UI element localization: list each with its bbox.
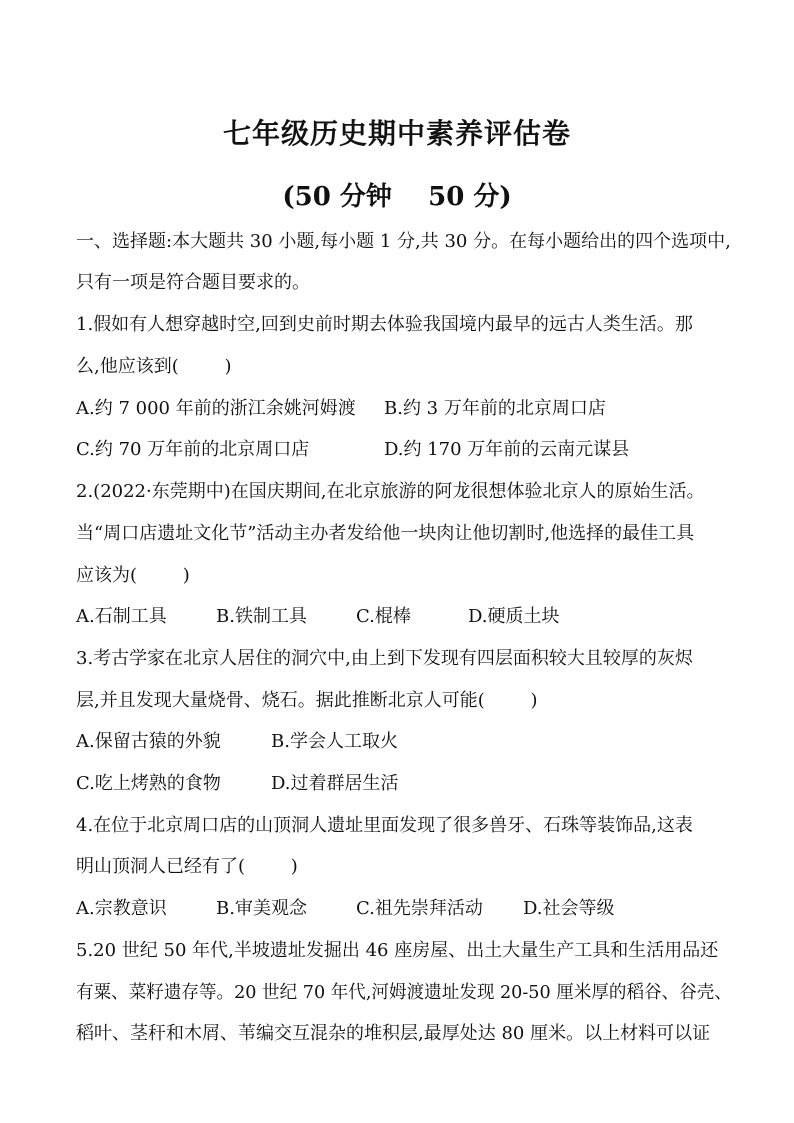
question-2-option-c: C.棍棒 xyxy=(356,606,411,627)
section-instruction-line-2: 只有一项是符合题目要求的。 xyxy=(76,272,310,293)
question-2-stem-line-2: 当“周口店遗址文化节”活动主办者发给他一块肉让他切割时,他选择的最佳工具 xyxy=(76,523,695,544)
question-2-option-d: D.硬质土块 xyxy=(468,606,560,627)
question-1-option-c: C.约 70 万年前的北京周口店 xyxy=(76,439,310,460)
question-5-stem-line-1: 5.20 世纪 50 年代,半坡遗址发掘出 46 座房屋、出土大量生产工具和生活用品还 xyxy=(76,940,719,961)
question-3-stem-line-1: 3.考古学家在北京人居住的洞穴中,由上到下发现有四层面积较大且较厚的灰烬 xyxy=(76,648,693,669)
question-1-option-b: B.约 3 万年前的北京周口店 xyxy=(384,398,606,419)
question-2-stem-line-3: 应该为( ) xyxy=(76,565,190,586)
page-title: 七年级历史期中素养评估卷 xyxy=(222,117,571,150)
question-5-stem-line-3: 稻叶、茎秆和木屑、苇编交互混杂的堆积层,最厚处达 80 厘米。以上材料可以证 xyxy=(76,1023,711,1044)
question-3-option-b: B.学会人工取火 xyxy=(271,731,398,752)
question-4-stem-line-2: 明山顶洞人已经有了( ) xyxy=(76,856,298,877)
question-4-option-b: B.审美观念 xyxy=(216,898,307,919)
question-1-option-d: D.约 170 万年前的云南元谋县 xyxy=(384,439,630,460)
question-1-option-a: A.约 7 000 年前的浙江余姚河姆渡 xyxy=(76,398,356,419)
question-4-option-c: C.祖先崇拜活动 xyxy=(356,898,483,919)
question-2-option-a: A.石制工具 xyxy=(76,606,167,627)
question-3-option-a: A.保留古猿的外貌 xyxy=(76,731,221,752)
question-2-stem-line-1: 2.(2022·东莞期中)在国庆期间,在北京旅游的阿龙很想体验北京人的原始生活。 xyxy=(76,481,705,502)
question-4-option-d: D.社会等级 xyxy=(523,898,615,919)
question-5-stem-line-2: 有粟、菜籽遗存等。20 世纪 70 年代,河姆渡遗址发现 20-50 厘米厚的稻谷、谷壳、 xyxy=(76,982,732,1003)
question-4-stem-line-1: 4.在位于北京周口店的山顶洞人遗址里面发现了很多兽牙、石珠等装饰品,这表 xyxy=(76,815,693,836)
question-3-option-c: C.吃上烤熟的食物 xyxy=(76,773,221,794)
question-3-stem-line-2: 层,并且发现大量烧骨、烧石。据此推断北京人可能( ) xyxy=(76,690,538,711)
question-1-stem-line-2: 么,他应该到( ) xyxy=(76,356,232,377)
question-2-option-b: B.铁制工具 xyxy=(216,606,307,627)
question-1-stem-line-1: 1.假如有人想穿越时空,回到史前时期去体验我国境内最早的远古人类生活。那 xyxy=(76,314,693,335)
question-4-option-a: A.宗教意识 xyxy=(76,898,167,919)
section-instruction-line-1: 一、选择题:本大题共 30 小题,每小题 1 分,共 30 分。在每小题给出的四个选项中, xyxy=(76,231,731,252)
question-3-option-d: D.过着群居生活 xyxy=(271,773,399,794)
page-subtitle: (50 分钟 50 分) xyxy=(282,182,512,212)
